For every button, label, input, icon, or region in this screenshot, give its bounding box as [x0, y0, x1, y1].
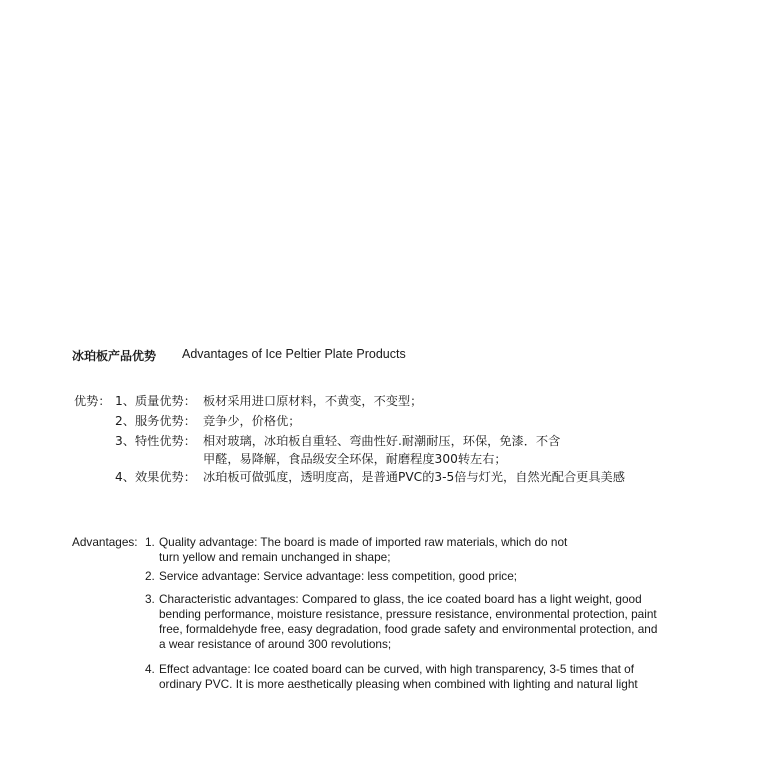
cn-item-2-line-1: 竞争少，价格优；	[203, 414, 301, 428]
en-item-2-num: 2.	[145, 569, 155, 583]
en-item-3-num: 3.	[145, 592, 155, 606]
en-item-2-line-1: Service advantage: Service advantage: less competition, good price;	[159, 569, 518, 583]
en-item-4-num: 4.	[145, 662, 155, 676]
cn-item-1-label: 1、质量优势：	[115, 394, 196, 408]
en-item-4-line-2: ordinary PVC. It is more aesthetically pleasing when combined with lighting and natural light	[159, 677, 638, 691]
title-english: Advantages of Ice Peltier Plate Products	[182, 347, 406, 361]
cn-item-4-line-1: 冰珀板可做弧度，透明度高，是普通PVC的3-5倍与灯光，自然光配合更具美感	[203, 470, 625, 484]
en-item-1-line-1: Quality advantage: The board is made of imported raw materials, which do not	[159, 535, 568, 549]
en-prefix: Advantages:	[72, 535, 138, 549]
cn-item-2-label: 2、服务优势：	[115, 414, 196, 428]
title-chinese: 冰珀板产品优势	[72, 349, 157, 363]
en-item-3-line-3: free, formaldehyde free, easy degradation, food grade safety and environmental protection, and	[159, 622, 658, 636]
en-item-1-line-2: turn yellow and remain unchanged in shape;	[159, 550, 391, 564]
cn-prefix: 优势：	[74, 394, 111, 408]
cn-item-3-line-1: 相对玻璃，冰珀板自重轻、弯曲性好.耐潮耐压，环保，免漆．不含	[203, 434, 561, 448]
en-item-3-line-4: a wear resistance of around 300 revolutions;	[159, 637, 392, 651]
cn-item-3-line-2: 甲醛，易降解，食品级安全环保，耐磨程度300转左右；	[203, 452, 507, 466]
cn-item-3-label: 3、特性优势：	[115, 434, 196, 448]
en-item-3-line-1: Characteristic advantages: Compared to glass, the ice coated board has a light weight, good	[159, 592, 642, 606]
cn-item-4-label: 4、效果优势：	[115, 470, 196, 484]
en-item-1-num: 1.	[145, 535, 155, 549]
cn-item-1-line-1: 板材采用进口原材料，不黄变，不变型；	[203, 394, 423, 408]
en-item-4-line-1: Effect advantage: Ice coated board can be curved, with high transparency, 3-5 times that of	[159, 662, 634, 676]
en-item-3-line-2: bending performance, moisture resistance, pressure resistance, environmental protection, paint	[159, 607, 657, 621]
